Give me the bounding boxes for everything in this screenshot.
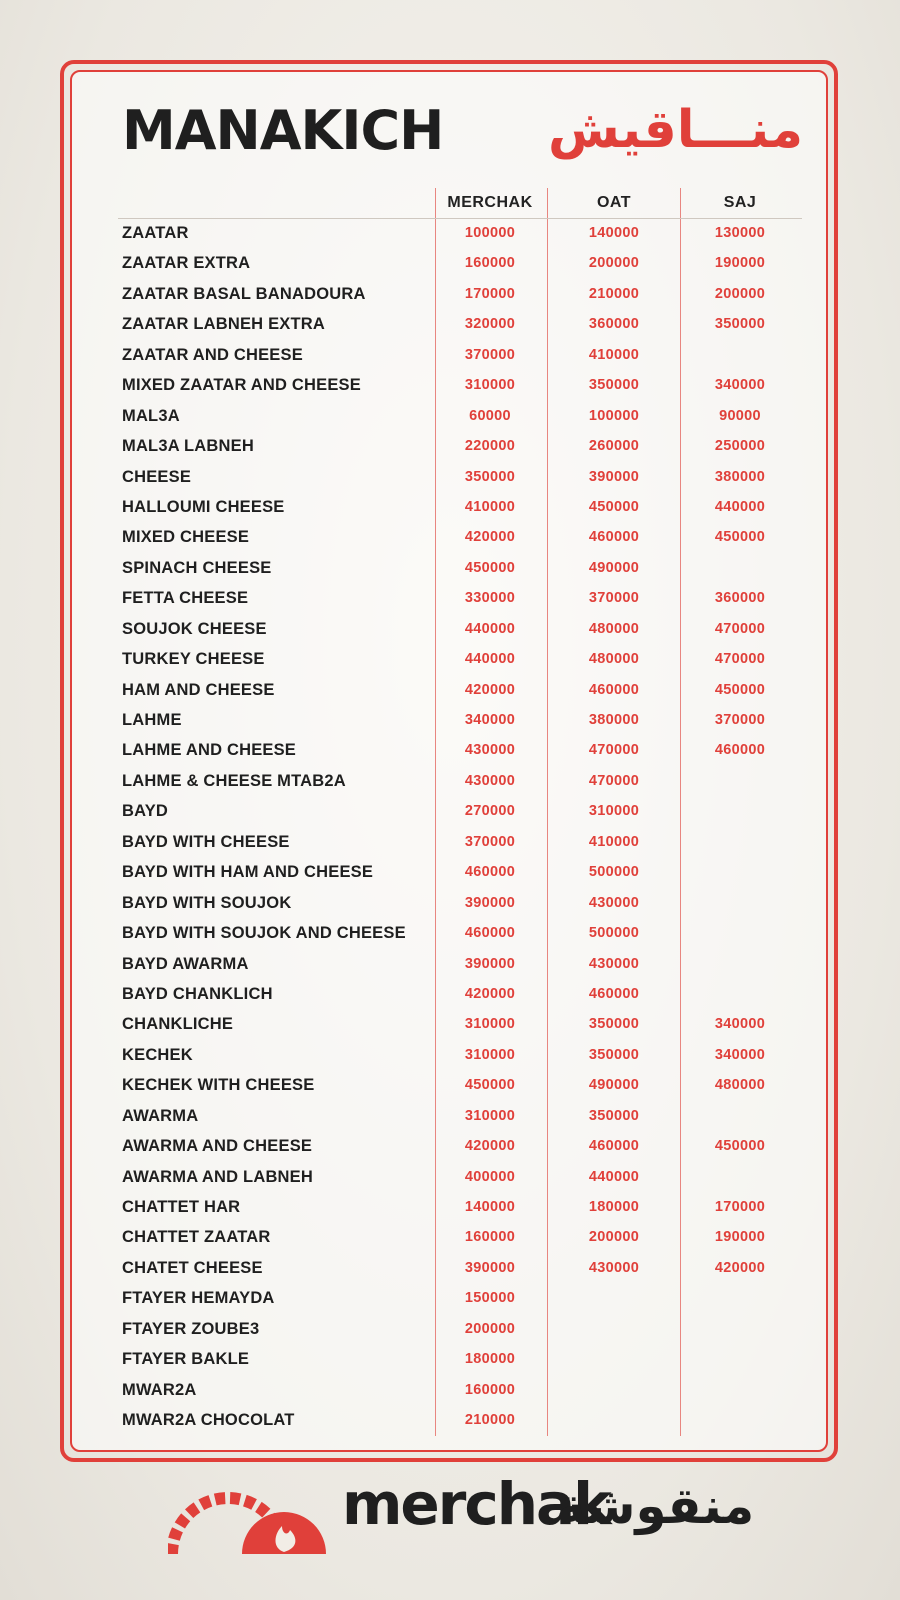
price-oat: 500000: [588, 864, 640, 881]
price-merchak: 210000: [464, 1412, 516, 1429]
price-merchak: 170000: [464, 285, 516, 302]
price-merchak: 310000: [464, 1046, 516, 1063]
menu-row: [0, 1407, 900, 1437]
menu-item-name: CHATET CHEESE: [122, 1258, 263, 1277]
menu-item-name: ZAATAR LABNEH EXTRA: [122, 315, 326, 334]
menu-row: [0, 890, 900, 920]
menu-row: [0, 311, 900, 341]
menu-row: [0, 1346, 900, 1376]
price-merchak: 450000: [464, 559, 516, 576]
menu-item-name: MAL3A: [122, 406, 180, 425]
menu-row: [0, 829, 900, 859]
menu-row: [0, 1042, 900, 1072]
price-merchak: 180000: [464, 1351, 516, 1368]
price-merchak: 330000: [464, 590, 516, 607]
price-merchak: 160000: [464, 1229, 516, 1246]
menu-item-name: FTAYER BAKLE: [122, 1350, 250, 1369]
menu-row: [0, 403, 900, 433]
price-oat: 200000: [588, 255, 640, 272]
menu-item-name: MIXED ZAATAR AND CHEESE: [122, 376, 361, 395]
price-oat: 140000: [588, 225, 640, 241]
price-oat: 370000: [588, 590, 640, 607]
price-oat: 380000: [588, 712, 640, 728]
price-saj: 450000: [714, 1138, 766, 1155]
menu-item-name: BAYD AWARMA: [122, 954, 249, 973]
menu-row: [0, 1164, 900, 1194]
menu-row: [0, 707, 900, 737]
menu-item-name: MIXED CHEESE: [122, 528, 250, 547]
price-merchak: 430000: [464, 742, 516, 759]
price-merchak: 150000: [464, 1290, 516, 1307]
menu-row: [0, 1285, 900, 1315]
price-saj: 340000: [714, 1016, 766, 1033]
price-oat: 460000: [588, 985, 640, 1002]
price-saj: 250000: [714, 438, 766, 455]
menu-item-name: MWAR2A CHOCOLAT: [122, 1411, 295, 1430]
menu-item-name: ZAATAR AND CHEESE: [122, 345, 303, 364]
price-merchak: 460000: [464, 864, 516, 881]
menu-row: [0, 372, 900, 402]
menu-row: [0, 1133, 900, 1163]
price-merchak: 390000: [464, 894, 516, 911]
price-oat: 460000: [588, 681, 640, 698]
menu-row: [0, 250, 900, 280]
menu-row: [0, 616, 900, 646]
menu-row: [0, 555, 900, 585]
price-merchak: 430000: [464, 772, 516, 789]
menu-item-name: AWARMA AND CHEESE: [122, 1137, 313, 1156]
menu-item-name: LAHME & CHEESE MTAB2A: [122, 771, 346, 790]
price-merchak: 160000: [464, 1381, 516, 1398]
price-saj: 480000: [714, 1077, 766, 1094]
price-saj: 460000: [714, 742, 766, 759]
price-merchak: 350000: [464, 468, 516, 485]
price-merchak: 420000: [464, 1138, 516, 1155]
menu-item-name: SPINACH CHEESE: [122, 558, 272, 577]
price-saj: 340000: [714, 377, 766, 394]
menu-item-name: BAYD CHANKLICH: [122, 984, 273, 1003]
menu-row: [0, 677, 900, 707]
price-merchak: 310000: [464, 377, 516, 394]
price-merchak: 60000: [469, 407, 511, 424]
menu-row: [0, 585, 900, 615]
price-oat: 470000: [588, 742, 640, 759]
price-saj: 190000: [714, 1229, 766, 1246]
price-merchak: 160000: [464, 255, 516, 272]
price-merchak: 450000: [464, 1077, 516, 1094]
menu-item-name: ZAATAR EXTRA: [122, 254, 251, 273]
price-saj: 470000: [714, 651, 766, 668]
price-merchak: 310000: [464, 1107, 516, 1124]
price-oat: 490000: [588, 1077, 640, 1094]
menu-row: [0, 859, 900, 889]
menu-item-name: BAYD: [122, 802, 169, 821]
price-oat: 460000: [588, 1138, 640, 1155]
price-merchak: 140000: [464, 1199, 516, 1215]
price-oat: 100000: [588, 407, 640, 424]
menu-item-name: HALLOUMI CHEESE: [122, 497, 285, 516]
menu-row: [0, 220, 900, 250]
price-oat: 410000: [588, 346, 640, 363]
menu-item-name: FTAYER HEMAYDA: [122, 1289, 275, 1308]
price-saj: 340000: [714, 1046, 766, 1063]
menu-row: [0, 1316, 900, 1346]
price-merchak: 370000: [464, 346, 516, 363]
price-saj: 350000: [714, 316, 766, 333]
price-merchak: 270000: [464, 803, 516, 820]
price-merchak: 200000: [464, 1320, 516, 1337]
price-merchak: 410000: [464, 498, 516, 515]
menu-row: [0, 524, 900, 554]
menu-item-name: CHANKLICHE: [122, 1015, 234, 1034]
menu-item-name: AWARMA AND LABNEH: [122, 1167, 313, 1186]
menu-row: [0, 1072, 900, 1102]
menu-item-name: BAYD WITH SOUJOK: [122, 893, 292, 912]
price-saj: 450000: [714, 529, 766, 546]
price-merchak: 100000: [464, 225, 516, 241]
price-merchak: 220000: [464, 438, 516, 455]
menu-title-english: MANAKICH: [122, 99, 444, 162]
price-oat: 210000: [588, 285, 640, 302]
menu-item-name: MAL3A LABNEH: [122, 437, 254, 456]
price-oat: 350000: [588, 1046, 640, 1063]
menu-item-name: KECHEK: [122, 1045, 193, 1064]
menu-item-name: KECHEK WITH CHEESE: [122, 1076, 315, 1095]
menu-item-name: FETTA CHEESE: [122, 589, 249, 608]
price-oat: 350000: [588, 1107, 640, 1124]
price-merchak: 420000: [464, 985, 516, 1002]
menu-row: [0, 951, 900, 981]
price-oat: 350000: [588, 1016, 640, 1033]
brand-logo-text: merchak: [342, 1470, 610, 1538]
price-merchak: 310000: [464, 1016, 516, 1033]
brand-logo-arabic: منقوشة: [556, 1477, 755, 1535]
menu-row: [0, 1194, 900, 1224]
price-merchak: 420000: [464, 529, 516, 546]
menu-item-name: LAHME AND CHEESE: [122, 741, 297, 760]
menu-title-arabic: منـــاقيش: [548, 100, 804, 160]
menu-item-name: TURKEY CHEESE: [122, 650, 265, 669]
price-merchak: 420000: [464, 681, 516, 698]
price-oat: 460000: [588, 529, 640, 546]
menu-row: [0, 1377, 900, 1407]
menu-item-name: CHATTET ZAATAR: [122, 1228, 271, 1247]
menu-table: [0, 220, 900, 1438]
price-oat: 200000: [588, 1229, 640, 1246]
price-oat: 430000: [588, 894, 640, 911]
oven-arch-logo-icon: [168, 1492, 328, 1558]
price-oat: 500000: [588, 925, 640, 942]
menu-row: [0, 464, 900, 494]
price-oat: 260000: [588, 438, 640, 455]
menu-item-name: MWAR2A: [122, 1380, 197, 1399]
menu-item-name: FTAYER ZOUBE3: [122, 1319, 260, 1338]
header-divider: [118, 218, 802, 219]
price-merchak: 400000: [464, 1168, 516, 1185]
price-saj: 370000: [714, 712, 766, 728]
price-merchak: 390000: [464, 955, 516, 972]
price-oat: 470000: [588, 772, 640, 789]
menu-row: [0, 1224, 900, 1254]
menu-item-name: SOUJOK CHEESE: [122, 619, 267, 638]
price-saj: 450000: [714, 681, 766, 698]
menu-row: [0, 281, 900, 311]
menu-item-name: ZAATAR BASAL BANADOURA: [122, 284, 366, 303]
price-saj: 420000: [714, 1259, 766, 1276]
menu-item-name: ZAATAR: [122, 224, 189, 242]
menu-item-name: CHEESE: [122, 467, 192, 486]
column-header-saj: SAJ: [723, 194, 757, 211]
menu-row: [0, 1103, 900, 1133]
price-saj: 380000: [714, 468, 766, 485]
menu-row: [0, 920, 900, 950]
menu-row: [0, 1011, 900, 1041]
menu-row: [0, 768, 900, 798]
price-oat: 180000: [588, 1199, 640, 1215]
menu-item-name: AWARMA: [122, 1106, 199, 1125]
price-saj: 200000: [714, 285, 766, 302]
menu-row: [0, 1255, 900, 1285]
price-oat: 390000: [588, 468, 640, 485]
price-oat: 310000: [588, 803, 640, 820]
menu-item-name: HAM AND CHEESE: [122, 680, 275, 699]
menu-row: [0, 342, 900, 372]
menu-item-name: LAHME: [122, 711, 182, 729]
price-saj: 470000: [714, 620, 766, 637]
price-merchak: 440000: [464, 651, 516, 668]
price-merchak: 370000: [464, 833, 516, 850]
column-header-oat: OAT: [596, 194, 632, 211]
price-saj: 130000: [714, 225, 766, 241]
price-merchak: 390000: [464, 1259, 516, 1276]
price-oat: 480000: [588, 651, 640, 668]
price-oat: 410000: [588, 833, 640, 850]
menu-item-name: CHATTET HAR: [122, 1198, 241, 1216]
price-oat: 430000: [588, 955, 640, 972]
menu-row: [0, 433, 900, 463]
column-header-merchak: MERCHAK: [447, 194, 533, 211]
price-oat: 350000: [588, 377, 640, 394]
price-oat: 450000: [588, 498, 640, 515]
price-merchak: 460000: [464, 925, 516, 942]
price-saj: 190000: [714, 255, 766, 272]
price-merchak: 440000: [464, 620, 516, 637]
menu-row: [0, 798, 900, 828]
price-saj: 170000: [714, 1199, 766, 1215]
menu-row: [0, 981, 900, 1011]
price-saj: 360000: [714, 590, 766, 607]
price-merchak: 320000: [464, 316, 516, 333]
price-saj: 440000: [714, 498, 766, 515]
menu-row: [0, 494, 900, 524]
menu-item-name: BAYD WITH CHEESE: [122, 832, 290, 851]
price-oat: 360000: [588, 316, 640, 333]
price-oat: 440000: [588, 1168, 640, 1185]
price-oat: 430000: [588, 1259, 640, 1276]
price-saj: 90000: [719, 407, 761, 424]
menu-item-name: BAYD WITH HAM AND CHEESE: [122, 863, 374, 882]
price-merchak: 340000: [464, 712, 516, 728]
menu-item-name: BAYD WITH SOUJOK AND CHEESE: [122, 924, 406, 943]
menu-row: [0, 737, 900, 767]
menu-row: [0, 646, 900, 676]
price-oat: 490000: [588, 559, 640, 576]
price-oat: 480000: [588, 620, 640, 637]
